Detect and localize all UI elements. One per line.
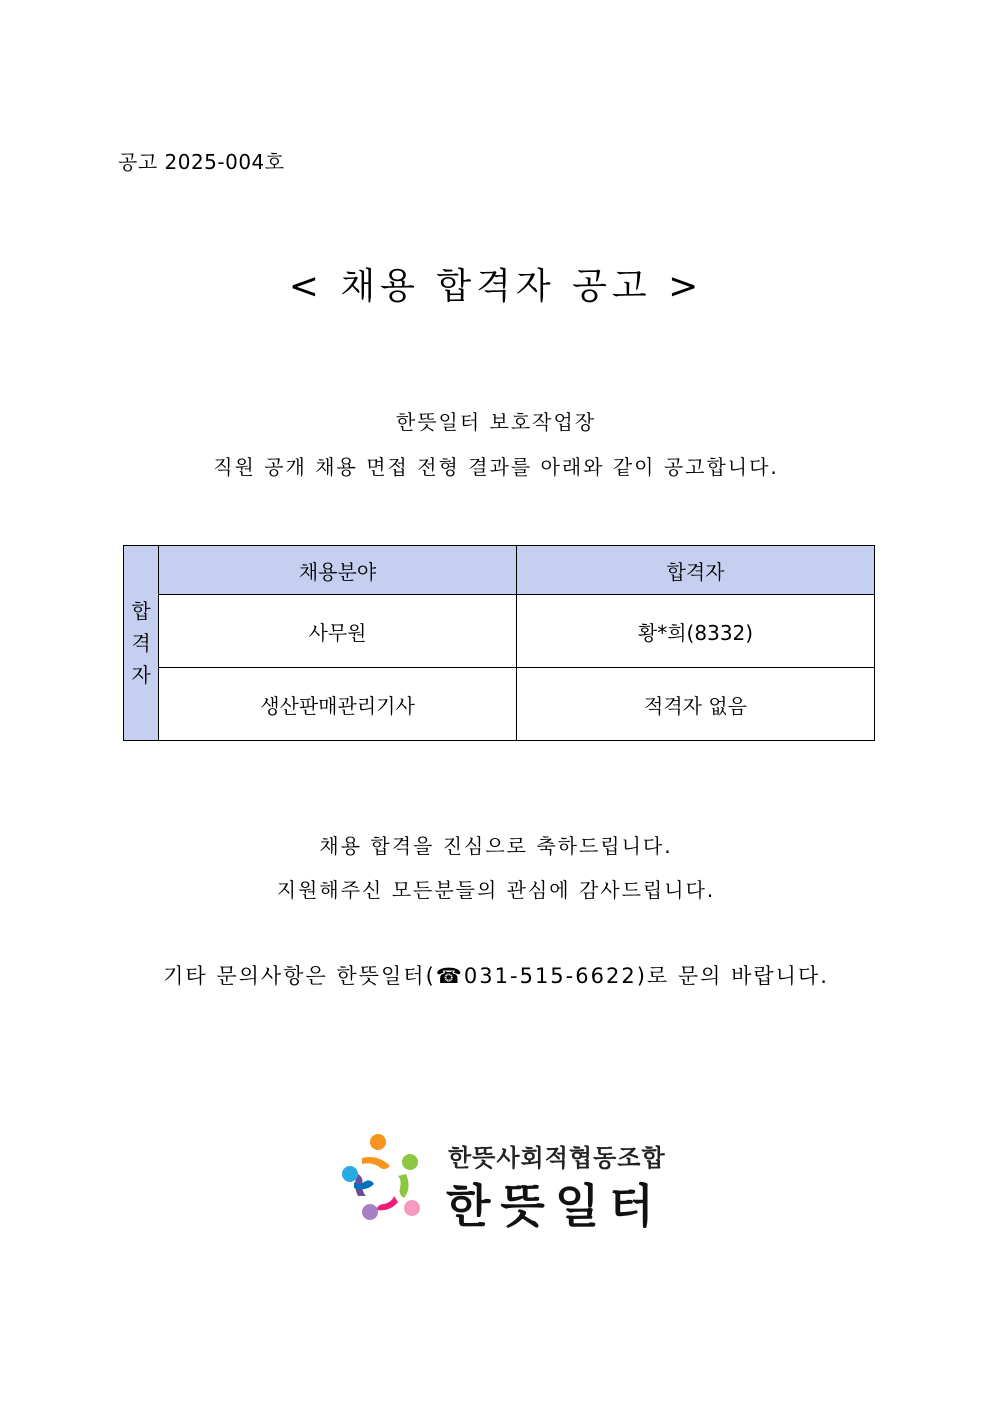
table-row — [124, 595, 875, 668]
page-title: < 채용 합격자 공고 > — [288, 266, 704, 307]
organization-logo — [340, 1132, 666, 1233]
table-header-row — [124, 546, 875, 595]
congratulations-text: 채용 합격을 진심으로 축하드립니다. — [319, 834, 673, 858]
side-label — [124, 546, 159, 741]
cell-field: 사무원 — [159, 595, 517, 668]
result-table — [123, 545, 875, 741]
table-row — [124, 668, 875, 741]
intro-organization: 한뜻일터 보호작업장 — [395, 410, 597, 434]
logo-name: 한뜻일터 — [446, 1179, 664, 1233]
thanks-text: 지원해주신 모든분들의 관심에 감사드립니다. — [276, 878, 716, 902]
intro-statement: 직원 공개 채용 면접 전형 결과를 아래와 같이 공고합니다. — [213, 455, 779, 479]
people-circle-icon — [340, 1132, 440, 1227]
contact-text: 기타 문의사항은 한뜻일터(☎031-515-6622)로 문의 바랍니다. — [163, 964, 829, 988]
side-label-char: 합 — [131, 599, 151, 623]
cell-field: 생산판매관리기사 — [159, 668, 517, 741]
notice-number: 공고 2025-004호 — [118, 150, 285, 174]
cell-passer: 적격자 없음 — [517, 668, 875, 741]
side-label-char: 자 — [131, 663, 151, 687]
side-label-char: 격 — [131, 631, 151, 655]
logo-subtitle: 한뜻사회적협동조합 — [448, 1144, 666, 1172]
header-passer: 합격자 — [517, 546, 875, 595]
cell-passer: 황*희(8332) — [517, 595, 875, 668]
header-field: 채용분야 — [159, 546, 517, 595]
